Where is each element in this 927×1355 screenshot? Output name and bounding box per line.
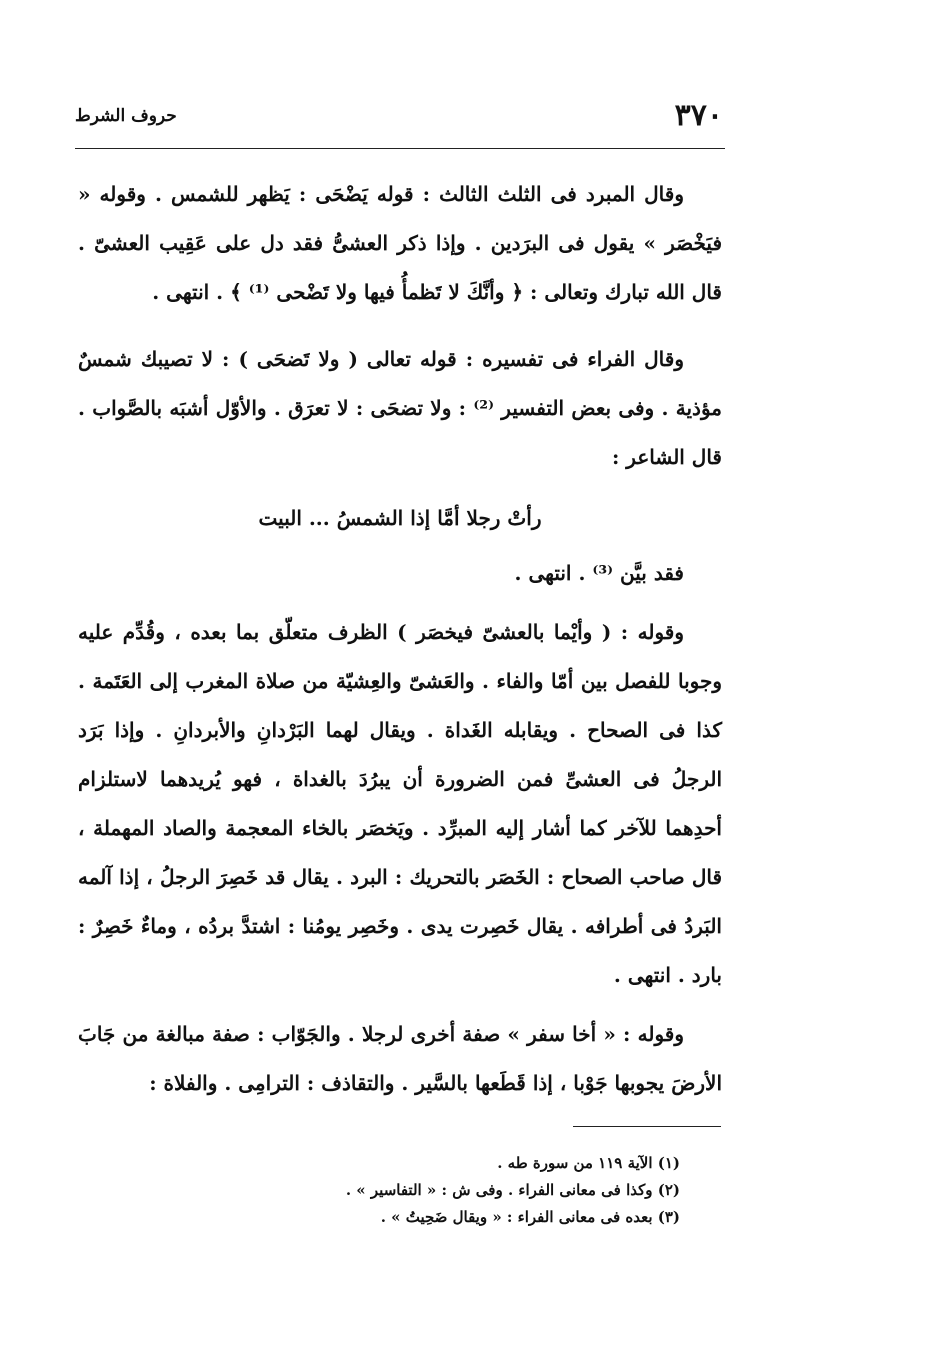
page-header <box>75 98 723 140</box>
page-number: ٣٧٠ <box>674 98 723 133</box>
footnote-1: (١) الآية ١١٩ من سورة طه . <box>497 1154 680 1172</box>
footnote-3: (٣) بعده فى معانى الفراء : « ويقال ضَحِيتُ » . <box>380 1208 680 1226</box>
footnote-2: (٢) وكذا فى معانى الفراء . وفى ش : « التفاسير » . <box>345 1181 680 1199</box>
footnote-rule <box>573 1126 721 1127</box>
header-rule <box>75 148 725 149</box>
paragraph-akha-safar: وقوله : « أخا سفر » صفة أخرى لرجلا . والجَوّاب : صفة مبالغة من جَابَ الأرضَ يجوبها جَوْبا ، إذا قَطَعها بالسَّير . والتقاذف : الترامِى . والفلاة : <box>78 1022 722 1095</box>
paragraph-conclusion: فقد بيَّن ⁽³⁾ . انتهى . <box>514 561 684 585</box>
footnotes <box>150 1150 680 1231</box>
running-head: حروف الشرط <box>75 106 177 126</box>
paragraph-farra: وقال الفراء فى تفسيره : قوله تعالى ( ولا تَضحَى ) : لا تصيبك شمسٌ مؤذية . وفى بعض التفسير ⁽²⁾ : ولا تضحَى : لا تعرَق . والأوّل أشبَه بالصَّواب . قال الشاعر : <box>78 347 723 469</box>
paragraph-mubarrad: وقال المبرد فى الثلث الثالث : قوله يَضْحَى : يَظهر للشمس . وقوله « فيَخْصَر » يقول فى البرَدين . وإذا ذكر العشىُّ فقد دل على عَقِيب العشىّ . قال الله تبارك وتعالى : ﴿ وأنَّكَ لا تَظمأُ فيها ولا تَضْحى ⁽¹⁾ ﴾ . انتهى . <box>78 182 722 304</box>
paragraph-commentary: وقوله : ( وأيْما بالعشىّ فيخصَر ) الظرف متعلّق بما بعده ، وقُدِّم عليه وجوبا للفصل بين أمّا والفاء . والعَشىّ والعِشيّة من صلاة المغرب إلى العَتَمة . كذا فى الصحاح . ويقابله الغَداة . ويقال لهما البَرْدانِ والأبردانِ . وإذا بَرَد الرجلُ فى العشىِّ فمن الضرورة أن يبرُدَ بالغداة ، فهو يُريدهما لاستلزام أحدِهما للآخر كما أشار إليه المبرِّد . ويَخصَر بالخاء المعجمة والصاد المهملة ، قال صاحب الصحاح : الخَصَر بالتحريك : البرد . يقال قد خَصِرَ الرجلُ ، إذا آلمه البَردُ فى أطرافه . يقال خَصِرت يدى . وخَصِر يومُنا : اشتدَّ بردُه ، وماءٌ خَصِرٌ : بارد . انتهى . <box>78 620 723 987</box>
verse-quote: رأتْ رجلا أمَّا إذا الشمسُ ... البيت <box>258 506 542 530</box>
main-text <box>78 170 722 1108</box>
